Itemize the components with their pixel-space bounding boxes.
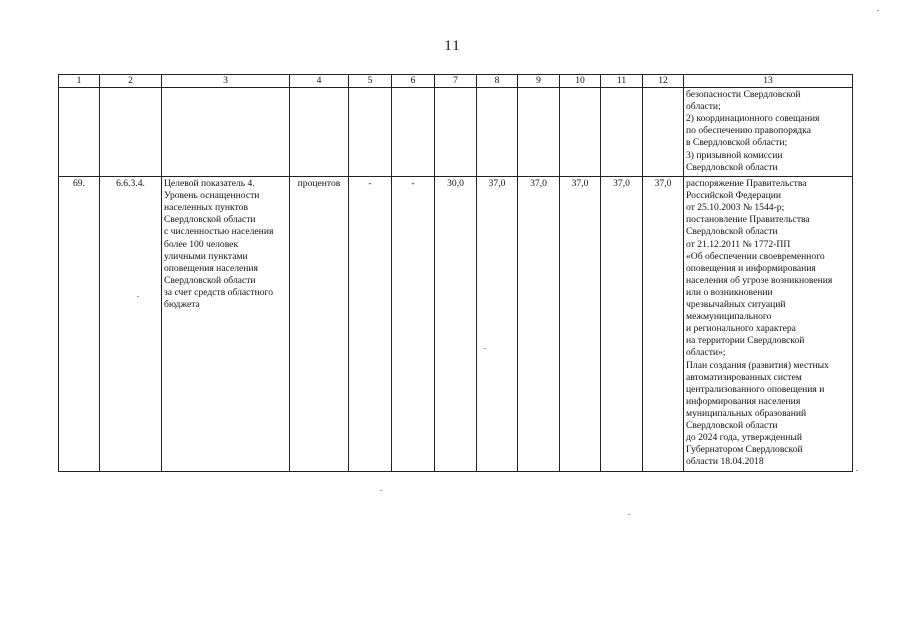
- scan-speck: [484, 348, 486, 349]
- header-col-11: 11: [601, 75, 643, 88]
- header-col-12: 12: [643, 75, 684, 88]
- row-code: 6.6.3.4.: [100, 177, 162, 472]
- scan-speck: [877, 10, 879, 11]
- header-col-3: 3: [162, 75, 290, 88]
- empty-cell: [349, 88, 392, 177]
- header-col-2: 2: [100, 75, 162, 88]
- header-col-4: 4: [290, 75, 349, 88]
- value-col-5: -: [349, 177, 392, 472]
- empty-cell: [518, 88, 560, 177]
- empty-cell: [643, 88, 684, 177]
- continuation-source-text: безопасности Свердловской области; 2) координационного совещания по обеспечению правопорядка в Свердловской области; 3) призывной комиссии Свердловской области: [684, 88, 853, 177]
- scan-speck: [380, 490, 382, 491]
- value-col-10: 37,0: [560, 177, 601, 472]
- header-col-6: 6: [392, 75, 435, 88]
- value-col-9: 37,0: [518, 177, 560, 472]
- unit-of-measure: процентов: [290, 177, 349, 472]
- header-col-13: 13: [684, 75, 853, 88]
- value-col-11: 37,0: [601, 177, 643, 472]
- table-row: [59, 177, 853, 472]
- scan-speck: [628, 514, 630, 515]
- header-col-7: 7: [435, 75, 477, 88]
- indicator-name: Целевой показатель 4. Уровень оснащенности населенных пунктов Свердловской области с численностью населения более 100 человек уличными пунктами оповещения населения Свердловской области за счет средств областного бюджета: [162, 177, 290, 472]
- header-col-1: 1: [59, 75, 100, 88]
- page-number: 11: [444, 38, 461, 54]
- empty-cell: [59, 88, 100, 177]
- empty-cell: [435, 88, 477, 177]
- value-col-8: 37,0: [477, 177, 518, 472]
- header-col-8: 8: [477, 75, 518, 88]
- empty-cell: [290, 88, 349, 177]
- indicators-table: [58, 74, 853, 472]
- empty-cell: [100, 88, 162, 177]
- header-col-9: 9: [518, 75, 560, 88]
- empty-cell: [560, 88, 601, 177]
- value-col-7: 30,0: [435, 177, 477, 472]
- value-col-6: -: [392, 177, 435, 472]
- value-col-12: 37,0: [643, 177, 684, 472]
- continuation-row: [59, 88, 853, 177]
- source-document-text: распоряжение Правительства Российской Федерации от 25.10.2003 № 1544-р; постановление Правительства Свердловской области от 21.12.2011 № 1772-ПП «Об обеспечении своевременного оповещения и информирования населения об угрозе возникновения или о возникновении чрезвычайных ситуаций межмуниципального и регионального характера на территории Свердловской области»; План создания (развития) местных автоматизированных систем централизованного оповещения и информирования населения муниципальных образований Свердловской области до 2024 года, утвержденный Губернатором Свердловской области 18.04.2018: [684, 177, 853, 472]
- empty-cell: [392, 88, 435, 177]
- empty-cell: [162, 88, 290, 177]
- scan-speck: [856, 470, 858, 471]
- empty-cell: [601, 88, 643, 177]
- scan-speck: [137, 296, 139, 297]
- header-col-5: 5: [349, 75, 392, 88]
- empty-cell: [477, 88, 518, 177]
- row-number: 69.: [59, 177, 100, 472]
- header-row: [59, 75, 853, 88]
- header-col-10: 10: [560, 75, 601, 88]
